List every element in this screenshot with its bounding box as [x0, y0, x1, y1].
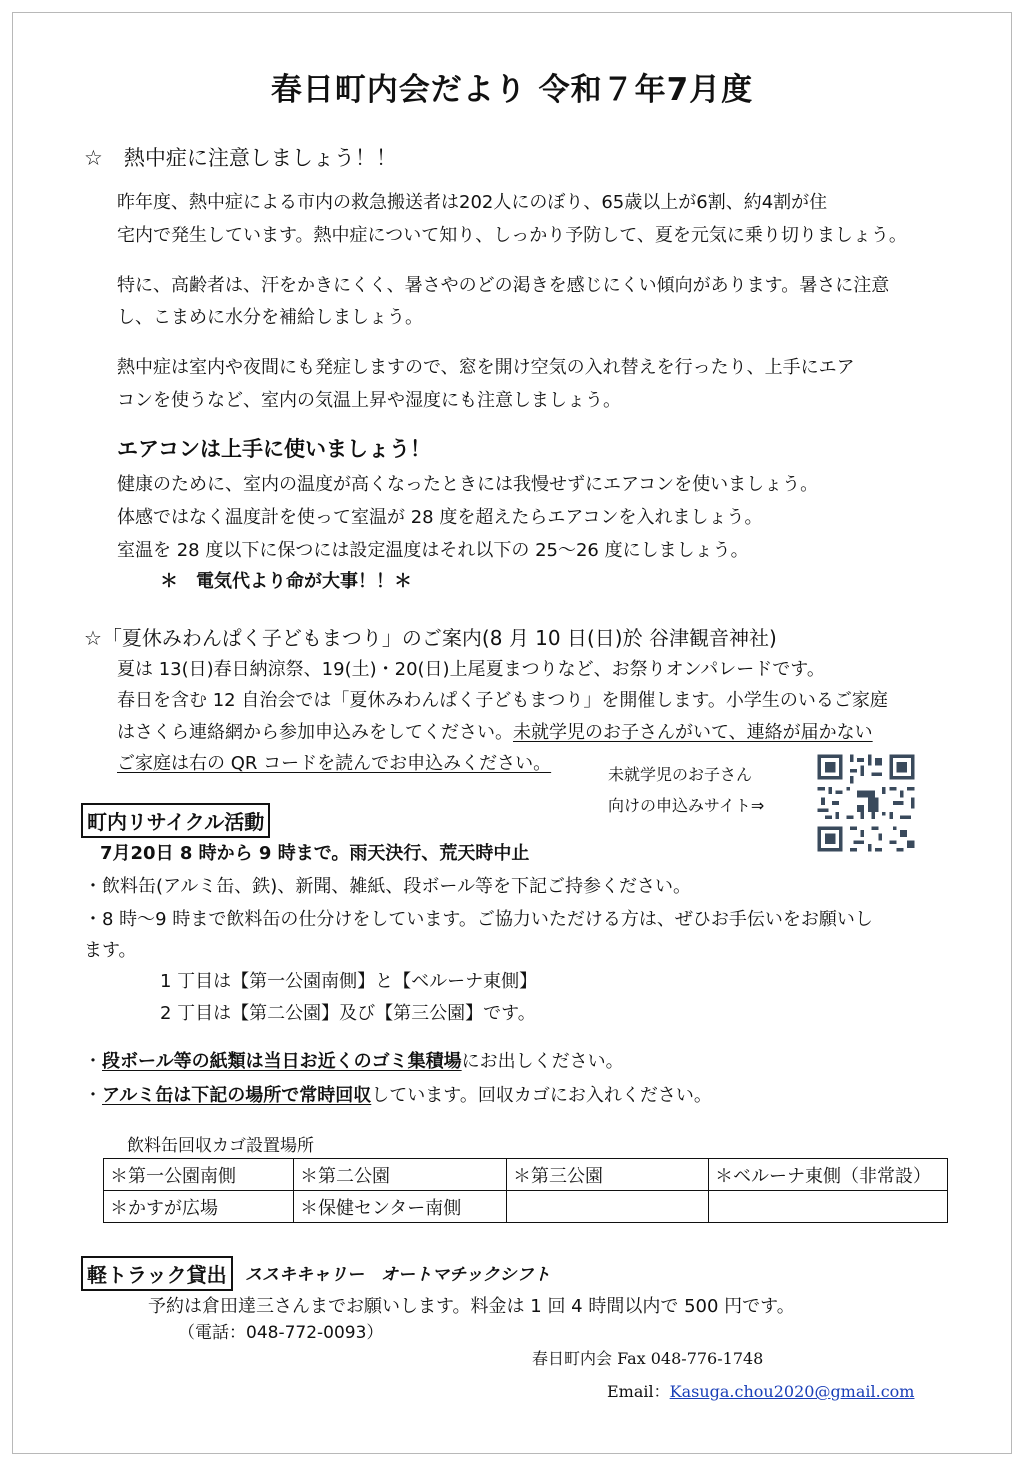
table-cell: ＊第一公園南側 — [104, 1159, 294, 1191]
table-cell — [709, 1191, 948, 1223]
heat-para3-line2: コンを使うなど、室内の気温上昇や湿度にも注意しましょう。 — [117, 390, 621, 411]
heat-para1-line1: 昨年度、熱中症による市内の救急搬送者は202人にのぼり、65歳以上が6割、約4割が住 — [117, 192, 828, 213]
table-cell: ＊かすが広場 — [104, 1191, 294, 1223]
footer-email-line — [607, 1379, 914, 1402]
aircon-line1: 健康のために、室内の温度が高くなったときには我慢せずにエアコンを使いましょう。 — [117, 474, 819, 495]
truck-heading: 軽トラック貸出 — [81, 1256, 233, 1291]
aircon-line2: 体感ではなく温度計を使って室温が 28 度を超えたらエアコンを入れましょう。 — [117, 507, 763, 528]
footer-fax: 春日町内会 Fax 048-776-1748 — [532, 1349, 764, 1368]
truck-phone: （電話：048-772-0093） — [178, 1323, 384, 1343]
table-row — [104, 1191, 948, 1223]
recycle-alum-line — [84, 1081, 712, 1107]
bullet-prefix: ・ — [84, 1085, 102, 1106]
festival-line2: 春日を含む 12 自治会では「夏休みわんぱく子どもまつり」を開催します。小学生のいるご家庭 — [117, 690, 888, 711]
table-caption: 飲料缶回収カゴ設置場所 — [127, 1136, 314, 1156]
heat-para2-line1: 特に、高齢者は、汗をかきにくく、暑さやのどの渇きを感じにくい傾向があります。暑さに注意 — [117, 275, 890, 296]
email-link[interactable]: Kasuga.chou2020@gmail.com — [669, 1382, 915, 1401]
recycle-place2: 2 丁目は【第二公園】及び【第三公園】です。 — [160, 1003, 536, 1024]
heat-para2-line2: し、こまめに水分を補給しましょう。 — [117, 307, 423, 328]
heat-para3-line1: 熱中症は室内や夜間にも発症しますので、窓を開け空気の入れ替えを行ったり、上手にエア — [117, 357, 855, 378]
truck-reservation: 予約は倉田達三さんまでお願いします。料金は 1 回 4 時間以内で 500 円です。 — [148, 1296, 795, 1317]
qr-caption-line2: 向けの申込みサイト⇒ — [608, 796, 765, 815]
recycle-heading: 町内リサイクル活動 — [81, 803, 270, 838]
cardboard-underlined: 段ボール等の紙類は当日お近くのゴミ集積場 — [102, 1051, 462, 1072]
aircon-slogan: ＊ 電気代より命が大事！！＊ — [160, 571, 412, 592]
recycle-cardboard-line — [84, 1047, 624, 1073]
festival-line3-underlined: 未就学児のお子さんがいて、連絡が届かない — [513, 722, 873, 743]
recycle-bullet1: ・飲料缶(アルミ缶、鉄)、新聞、雑紙、段ボール等を下記ご持参ください。 — [84, 876, 691, 897]
table-cell: ＊第三公園 — [507, 1159, 709, 1191]
heat-para1-line2: 宅内で発生しています。熱中症について知り、しっかり予防して、夏を元気に乗り切りましょう。 — [117, 225, 907, 246]
alum-suffix: しています。回収カゴにお入れください。 — [371, 1085, 712, 1106]
festival-heading: ☆「夏休みわんぱく子どもまつり」のご案内(8 月 10 日(日)於 谷津観音神社) — [84, 626, 777, 650]
table-cell — [507, 1191, 709, 1223]
table-cell: ＊保健センター南側 — [294, 1191, 507, 1223]
alum-underlined: アルミ缶は下記の場所で常時回収 — [102, 1085, 372, 1106]
cardboard-suffix: にお出しください。 — [461, 1051, 624, 1072]
aircon-line3: 室温を 28 度以下に保つには設定温度はそれ以下の 25～26 度にしましょう。 — [117, 540, 749, 561]
truck-model: ススキキャリー オートマチックシフト — [245, 1265, 551, 1285]
aircon-heading: エアコンは上手に使いましょう！ — [117, 437, 431, 461]
page-title: 春日町内会だより 令和７年7月度 — [270, 72, 754, 108]
recycle-date: 7月20日 8 時から 9 時まで。雨天決行、荒天時中止 — [100, 843, 530, 864]
festival-line3 — [117, 718, 873, 744]
qr-caption-line1: 未就学児のお子さん — [608, 765, 753, 784]
festival-line4-underlined: ご家庭は右の QR コードを読んでお申込みください。 — [117, 753, 552, 774]
heatstroke-heading: ☆ 熱中症に注意しましょう！！ — [84, 146, 397, 170]
table-row — [104, 1159, 948, 1191]
collection-location-table — [103, 1158, 948, 1223]
recycle-bullet2-line2: ます。 — [84, 940, 137, 961]
table-cell: ＊ベルーナ東側（非常設） — [709, 1159, 948, 1191]
table-cell: ＊第二公園 — [294, 1159, 507, 1191]
recycle-place1: 1 丁目は【第一公園南側】と【ベルーナ東側】 — [160, 971, 538, 992]
festival-line3-text: はさくら連絡網から参加申込みをしてください。 — [117, 722, 513, 743]
recycle-bullet2-line1: ・8 時～9 時まで飲料缶の仕分けをしています。ご協力いただける方は、ぜひお手伝いをお願いし — [84, 909, 873, 930]
qr-code[interactable] — [814, 750, 918, 856]
bullet-prefix: ・ — [84, 1051, 102, 1072]
email-label: Email： — [607, 1382, 670, 1401]
festival-line1: 夏は 13(日)春日納涼祭、19(土)・20(日)上尾夏まつりなど、お祭りオンパレードです。 — [117, 659, 825, 680]
